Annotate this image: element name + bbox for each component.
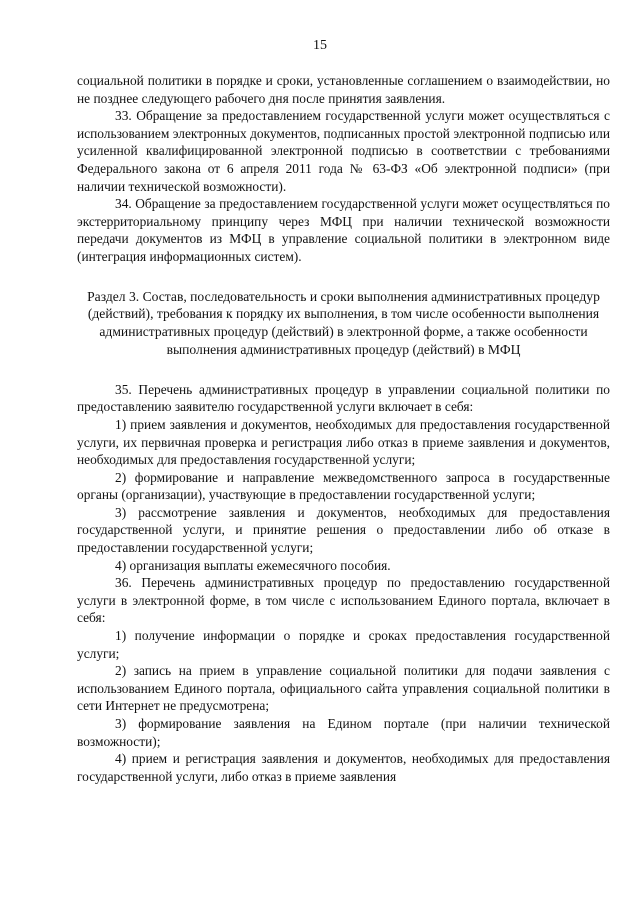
list-item-36-1: 1) получение информации о порядке и сроках предоставления государственной услуги; [77, 628, 610, 661]
list-item-35-3: 3) рассмотрение заявления и документов, необходимых для предоставления государственной услуги, и принятие решения о предоставлении либо об отказе в предоставлении государственной услуги; [77, 504, 610, 556]
list-item-36-2: 2) запись на прием в управление социальной политики для подачи заявления с использованием Единого портала, официального сайта управления социальной политики в сети Интернет не предусмотрена; [77, 663, 610, 714]
page-number: 15 [313, 38, 327, 53]
list-item-35-4: 4) организация выплаты ежемесячного пособия. [115, 557, 391, 573]
paragraph-36: 36. Перечень административных процедур по предоставлению государственной услуги в электронной форме, в том числе с использованием Единого портала, включает в себя: [77, 575, 610, 626]
list-item-36-3: 3) формирование заявления на Едином портале (при наличии технической возможности); [77, 716, 610, 749]
paragraph-34: 34. Обращение за предоставлением государственной услуги может осуществляться по экстерриториальному принципу через МФЦ при наличии технической возможности передачи документов из МФЦ в управление социальной политики в электронном виде (интеграция информационных систем). [77, 196, 610, 264]
document-body [77, 72, 610, 785]
list-item-35-2: 2) формирование и направление межведомственного запроса в государственные органы (организации), участвующие в предоставлении государственной услуги; [77, 469, 610, 503]
paragraph-35: 35. Перечень административных процедур в управлении социальной политики по предоставлению заявителю государственной услуги включает в себя: [77, 381, 610, 415]
list-item-36-4: 4) прием и регистрация заявления и документов, необходимых для предоставления государственной услуги, либо отказ в приеме заявления [77, 751, 610, 784]
paragraph-continuation: социальной политики в порядке и сроки, установленные соглашением о взаимодействии, но не позднее следующего рабочего дня после принятия заявления. [77, 73, 610, 106]
paragraph-33: 33. Обращение за предоставлением государственной услуги может осуществляться с использованием электронных документов, подписанных простой электронной подписью или усиленной квалифицированной электронной подписью в соответствии с требованиями Федерального закона от 6 апреля 2011 года № 63-ФЗ «Об электронной подписи» (при наличии технической возможности). [77, 108, 610, 194]
list-item-35-1: 1) прием заявления и документов, необходимых для предоставления государственной услуги, их первичная проверка и регистрация либо отказ в приеме заявления и документов, необходимых для предоставления государственной услуги; [77, 416, 610, 468]
section-title: Раздел 3. Состав, последовательность и сроки выполнения административных процедур (действий), требования к порядку их выполнения, в том числе особенности выполнения административных процедур (действий) в электронной форме, а также особенности выполнения административных процедур (действий) в МФЦ [87, 288, 600, 357]
